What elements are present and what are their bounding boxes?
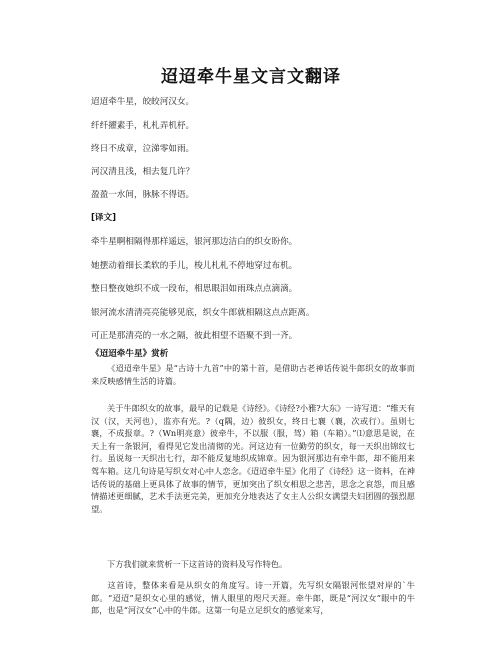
poem-line: 盈盈一水间，脉脉不得语。 [91,190,195,200]
body-paragraph [91,402,415,515]
translation-line: 牵牛星啊相隔得那样遥远，银河那边洁白的织女盼你。 [91,237,298,247]
body-paragraph [91,558,415,571]
body-paragraph [91,579,415,617]
body-paragraph [91,362,415,387]
translation-line: 银河流水清清亮亮能够见底，织女牛郎就相隔这点点距离。 [91,308,315,318]
paragraph-text: 下方我们就来赏析一下这首诗的资料及写作特色。 [107,559,288,569]
poem-line: 河汉清且浅，相去复几许？ [91,167,195,177]
poem-line: 迢迢牵牛星，皎皎河汉女。 [91,97,195,107]
appreciation-heading: 《迢迢牵牛星》赏析 [91,349,169,359]
paragraph-text: 这首诗，整体来看是从织女的角度写。诗一开篇，先写织女隔银河怅望对岸的`牛郎。“迢迢”是织女心里的感觉，情人眼里的咫尺天涯。牵牛郎，既是“河汉女”眼中的牛郎，也是“河汉女”心中的牛郎。这第一句是立足织女的感觉来写， [91,580,415,616]
poem-line: 纤纤擢素手，札札弄机杼。 [91,121,195,131]
poem-line: 终日不成章，泣涕零如雨。 [91,144,195,154]
translation-line: 可正是那清亮的一水之隔，彼此相望不语聚不到一齐。 [91,331,298,341]
document-title: 迢迢牵牛星文言文翻译 [161,67,341,87]
paragraph-text: 关于牛郎织女的故事，最早的记载是《诗经》。《诗经?小雅?大东》一诗写道：“维天有汉（汉，天河也），监亦有光。?（q隅，边）彼织女，终日七襄（襄，次或行）。虽则七襄，不成报章。?（Wn明亮意）彼牵牛，不以服（服，驾）箱（车箱）。”⑴意思是说，在天上有一条银河，看得见它发出清彻的光。河这边有一位勤劳的织女，每一天织出锦纹七行。虽说每一天织出七行，却不能反复地织成锦章。因为银河那边有牵牛郎，却不能用来驾车箱。这几句诗是写织女对心中人恋念。《迢迢牵牛星》化用了《诗经》这一资料，在神话传说的基础上更具体了故事的情节，更加突出了织女相思之悲苦，思念之哀怨，而且感情描述更细腻，艺术手法更完美，更加充分地表达了女主人公织女满望夫妇团圆的强烈愿望。 [91,403,415,514]
translation-heading: [译文] [91,213,117,223]
paragraph-text: 《迢迢牵牛星》是“古诗十九首”中的第十首，是借助古老神话传说牛郎织女的故事而来反映感情生活的诗篇。 [91,363,415,386]
translation-line: 整日整夜她织不成一段布，相思眼泪如雨珠点点滴滴。 [91,284,298,294]
translation-line: 她摆动着细长柔软的手儿，梭儿札札不停地穿过布机。 [91,261,298,271]
